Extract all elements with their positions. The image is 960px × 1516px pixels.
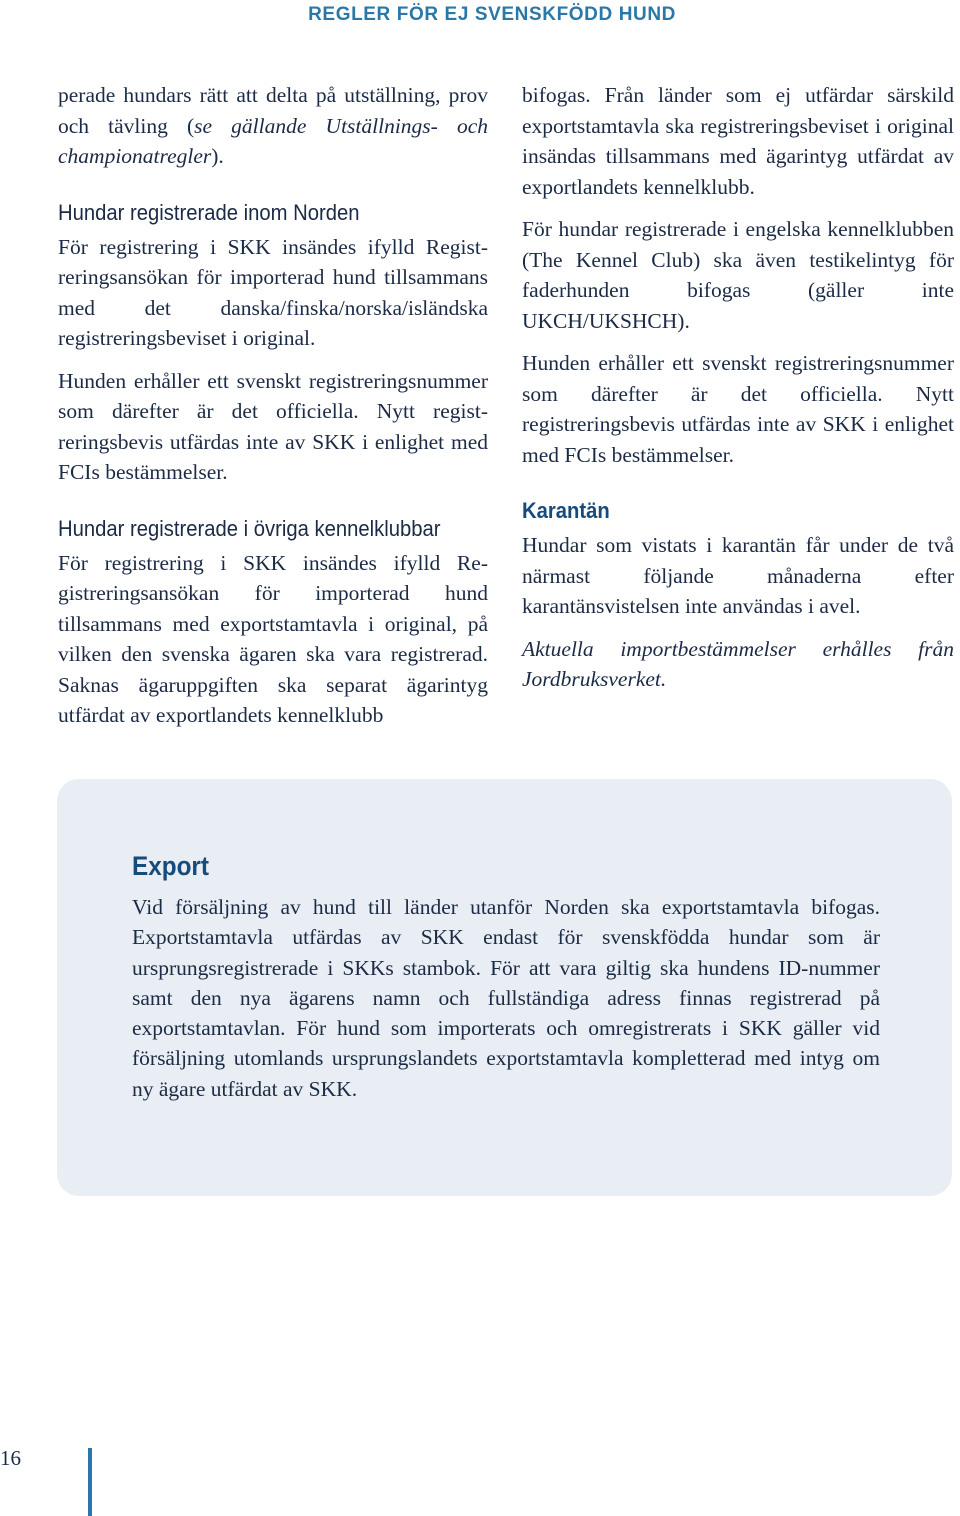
heading-quarantine: Karantän	[522, 498, 610, 523]
right-paragraph-3: Hunden erhåller ett svenskt registreringsnummer som därefter är det officiella. Nytt registreringsbevis utfärdas inte av SKK i enlighet med FCIs bestämmelser.	[522, 351, 954, 467]
export-info-box	[57, 779, 952, 1196]
other-clubs-paragraph-1: För registrering i SKK insändes ifylld Registreringsansökan för importerad hund tillsammans med exportstamtavla i original, på vilken den svenska ägaren ska vara registrerad. Saknas ägaruppgiften ska separat ägarintyg utfärdat av exportlandets kennelklubb	[58, 550, 488, 727]
running-head: REGLER FÖR EJ SVENSKFÖDD HUND	[308, 4, 676, 25]
right-paragraph-2: För hundar registrerade i engelska kennelklubben (The Kennel Club) ska även testikelintyg för faderhunden bifogas (gäller inte UKCH/UKSHCH).	[522, 217, 954, 333]
export-paragraph: Vid försäljning av hund till länder utanför Norden ska exportstamtavla bifogas. Exportstamtavla utfärdas av SKK endast för svenskfödda hundar som är ursprungsregistrerade i SKKs stambok. För att vara giltig ska hundens ID-nummer samt den nya ägarens namn och fullständiga adress finnas registrerad på exportstamtavlan. För hund som importerats och omregistrerats i SKK gäller vid försäljning utomlands ursprungslandets exportstamtavla kompletterad med intyg om ny ägare utfärdat av SKK.	[132, 895, 880, 1101]
heading-nordic-registered: Hundar registrerade inom Norden	[58, 199, 360, 225]
intro-paragraph	[58, 80, 488, 172]
quarantine-paragraph: Hundar som vistats i karantän får under de två närmast följande månaderna efter karantänsvistelsen inte användas i avel.	[522, 533, 954, 618]
right-paragraph-1: bifogas. Från länder som ej utfärdar särskild exportstamtavla ska registreringsbeviset i original insändas tillsammans med ägarintyg utfärdat av exportlandets kennelklubb.	[522, 83, 954, 199]
intro-end: ).	[211, 144, 224, 168]
left-column	[58, 80, 488, 731]
heading-other-kennel-clubs: Hundar registrerade i övriga kennelklubbar	[58, 515, 441, 541]
intro-italic-reference: se gällande Utställnings- och championatregler	[58, 113, 488, 168]
import-rules-note: Aktuella importbestämmelser erhålles från Jordbruksverket.	[522, 636, 954, 691]
nordic-paragraph-1: För registrering i SKK insändes ifylld Registreringsansökan för importerad hund tillsammans med det danska/finska/norska/isländska registreringsbeviset i original.	[58, 234, 488, 350]
page-number: 16	[0, 1446, 21, 1470]
page-marker-bar	[88, 1448, 92, 1516]
intro-text: perade hundars rätt att delta på utställning, prov och tävling (	[58, 83, 488, 138]
right-column	[522, 80, 954, 695]
export-heading: Export	[132, 851, 209, 881]
nordic-paragraph-2: Hunden erhåller ett svenskt registreringsnummer som därefter är det officiella. Nytt registreringsbevis utfärdas inte av SKK i enlighet med FCIs bestämmelser.	[58, 368, 488, 484]
